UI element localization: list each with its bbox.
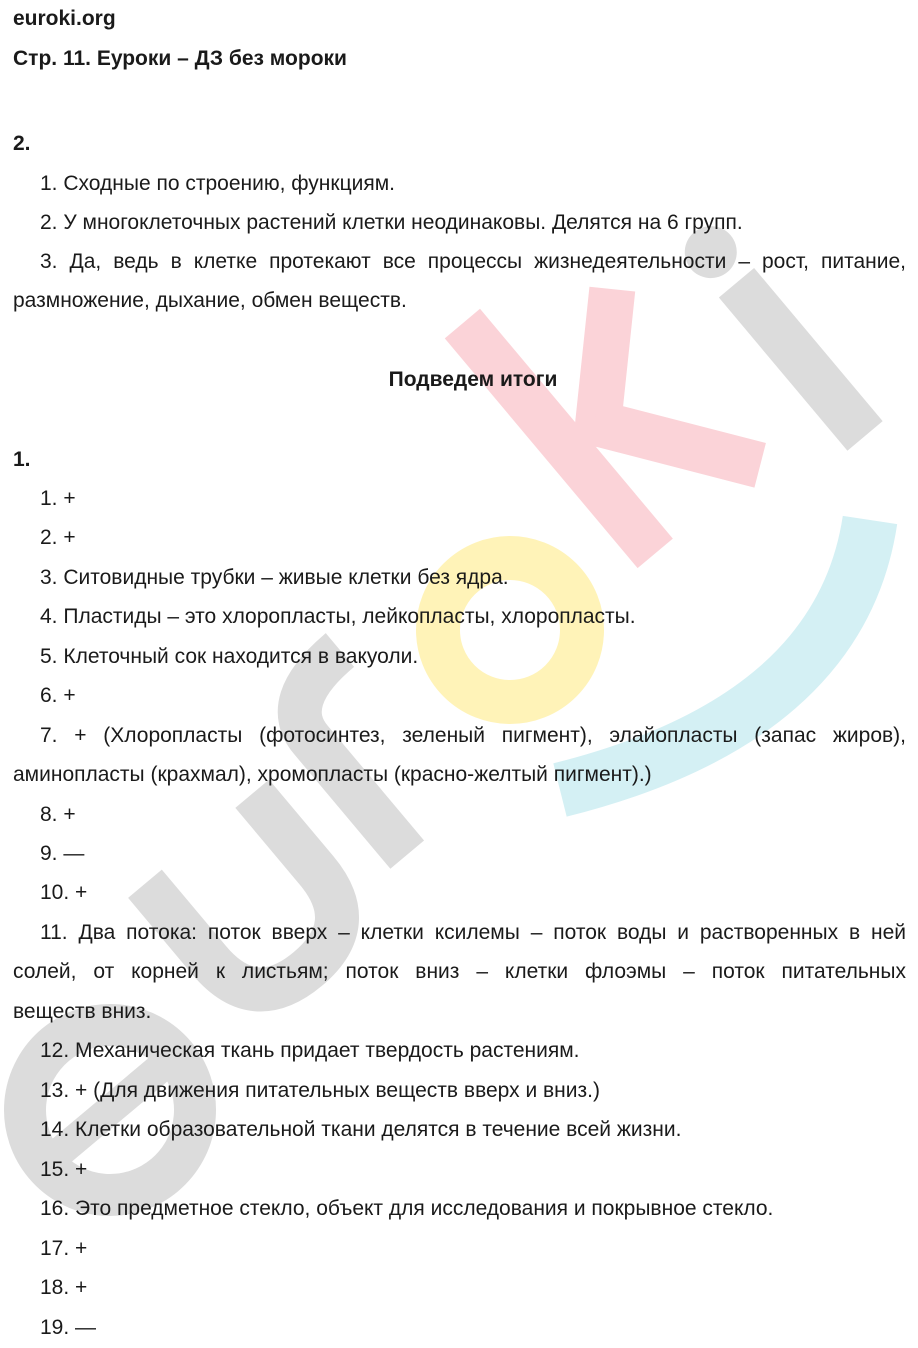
page-header: Стр. 11. Еуроки – ДЗ без мороки	[13, 47, 347, 70]
answer-item: 7. + (Хлоропласты (фотосинтез, зеленый пигмент), элайопласты (запас жиров),	[40, 724, 906, 747]
answer-item: 3. Ситовидные трубки – живые клетки без ядра.	[40, 566, 509, 589]
answer-item: 10. +	[40, 881, 88, 904]
section-2-item: 1. Сходные по строению, функциям.	[40, 172, 395, 195]
answer-item: 19. —	[40, 1316, 97, 1339]
answer-item: 16. Это предметное стекло, объект для исследования и покрывное стекло.	[40, 1197, 774, 1220]
answer-item: 12. Механическая ткань придает твердость растениям.	[40, 1039, 580, 1062]
answer-item: 15. +	[40, 1158, 88, 1181]
answer-item: 6. +	[40, 684, 76, 707]
summary-title: Подведем итоги	[388, 368, 558, 391]
section-2-number: 2.	[13, 132, 31, 155]
answer-item: 13. + (Для движения питательных веществ вверх и вниз.)	[40, 1079, 600, 1102]
site-name: euroki.org	[13, 7, 116, 30]
answer-item: 5. Клеточный сок находится в вакуоли.	[40, 645, 419, 668]
answer-item-continuation: солей, от корней к листьям; поток вниз – клетки флоэмы – поток питательных	[13, 960, 906, 983]
section-2-item: 2. У многоклеточных растений клетки неодинаковы. Делятся на 6 групп.	[40, 211, 743, 234]
answer-item: 11. Два потока: поток вверх – клетки ксилемы – поток воды и растворенных в ней	[40, 921, 906, 944]
answer-item: 17. +	[40, 1237, 88, 1260]
answer-item: 9. —	[40, 842, 85, 865]
answer-item-continuation: аминопласты (крахмал), хромопласты (красно-желтый пигмент).)	[13, 763, 652, 786]
answer-item: 2. +	[40, 526, 76, 549]
section-1-number: 1.	[13, 448, 31, 471]
answer-item: 8. +	[40, 803, 76, 826]
section-2-item-continuation: размножение, дыхание, обмен веществ.	[13, 289, 407, 312]
answer-item: 4. Пластиды – это хлоропласты, лейкопласты, хлоропласты.	[40, 605, 636, 628]
answer-item-continuation: веществ вниз.	[13, 1000, 152, 1023]
answer-item: 1. +	[40, 487, 76, 510]
answer-item: 18. +	[40, 1276, 88, 1299]
section-2-item: 3. Да, ведь в клетке протекают все процессы жизнедеятельности – рост, питание,	[40, 250, 906, 273]
answer-item: 14. Клетки образовательной ткани делятся в течение всей жизни.	[40, 1118, 682, 1141]
